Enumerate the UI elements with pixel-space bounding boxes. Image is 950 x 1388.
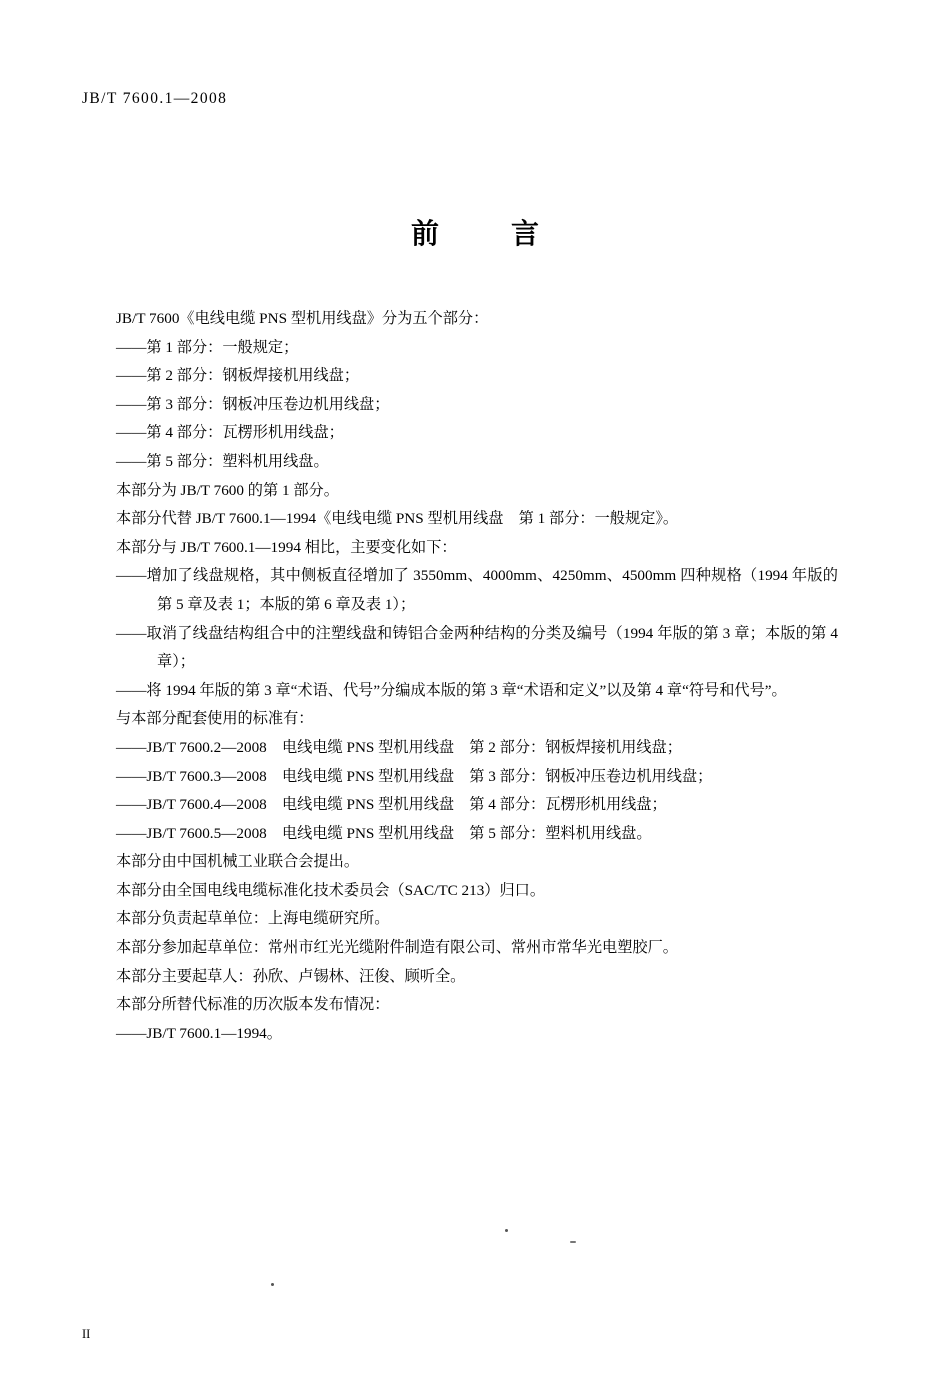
page-title: 前 言 bbox=[410, 217, 561, 250]
scan-artifact bbox=[271, 1283, 274, 1286]
paragraph: ——第 4 部分：瓦楞形机用线盘； bbox=[116, 424, 344, 442]
paragraph: 本部分所替代标准的历次版本发布情况： bbox=[116, 996, 390, 1014]
paragraph: 本部分主要起草人：孙欣、卢锡林、汪俊、顾听全。 bbox=[116, 967, 466, 985]
paragraph: ——JB/T 7600.5—2008 电线电缆 PNS 型机用线盘 第 5 部分：塑料机用线盘。 bbox=[116, 824, 652, 842]
paragraph: ——JB/T 7600.2—2008 电线电缆 PNS 型机用线盘 第 2 部分：钢板焊接机用线盘； bbox=[116, 738, 682, 756]
page-number: II bbox=[82, 1327, 91, 1341]
paragraph: 本部分与 JB/T 7600.1—1994 相比，主要变化如下： bbox=[116, 538, 457, 556]
scan-artifact bbox=[570, 1241, 576, 1243]
paragraph: ——增加了线盘规格，其中侧板直径增加了 3550mm、4000mm、4250mm、4500mm 四种规格（1994 年版的第 5 章及表 1；本版的第 6 章及表 1）； bbox=[116, 567, 838, 613]
paragraph: ——第 3 部分：钢板冲压卷边机用线盘； bbox=[116, 395, 390, 413]
paragraph: 本部分代替 JB/T 7600.1—1994《电线电缆 PNS 型机用线盘 第 1 部分：一般规定》。 bbox=[116, 510, 679, 528]
paragraph: 本部分由中国机械工业联合会提出。 bbox=[116, 853, 359, 871]
paragraph: ——JB/T 7600.4—2008 电线电缆 PNS 型机用线盘 第 4 部分：瓦楞形机用线盘； bbox=[116, 796, 667, 814]
paragraph: ——取消了线盘结构组合中的注塑线盘和铸铝合金两种结构的分类及编号（1994 年版的第 3 章；本版的第 4 章）； bbox=[116, 624, 838, 671]
paragraph: 与本部分配套使用的标准有： bbox=[116, 710, 314, 728]
paragraph: 本部分负责起草单位：上海电缆研究所。 bbox=[116, 910, 390, 928]
paragraph: 本部分参加起草单位：常州市红光光缆附件制造有限公司、常州市常华光电塑胶厂。 bbox=[116, 939, 678, 957]
paragraph: ——将 1994 年版的第 3 章“术语、代号”分编成本版的第 3 章“术语和定义”以及第 4 章“符号和代号”。 bbox=[116, 681, 787, 699]
paragraph: ——JB/T 7600.3—2008 电线电缆 PNS 型机用线盘 第 3 部分：钢板冲压卷边机用线盘； bbox=[116, 767, 713, 785]
paragraph: ——JB/T 7600.1—1994。 bbox=[116, 1024, 282, 1042]
paragraph: 本部分为 JB/T 7600 的第 1 部分。 bbox=[116, 481, 339, 499]
paragraph: JB/T 7600《电线电缆 PNS 型机用线盘》分为五个部分： bbox=[116, 310, 489, 327]
paragraph: ——第 5 部分：塑料机用线盘。 bbox=[116, 452, 329, 470]
foreword-body bbox=[116, 305, 838, 1048]
paragraph: ——第 2 部分：钢板焊接机用线盘； bbox=[116, 367, 359, 385]
scan-artifact bbox=[505, 1229, 508, 1232]
paragraph: 本部分由全国电线电缆标准化技术委员会（SAC/TC 213）归口。 bbox=[116, 881, 546, 899]
page-header-standard-code: JB/T 7600.1—2008 bbox=[82, 90, 228, 107]
paragraph: ——第 1 部分：一般规定； bbox=[116, 338, 299, 356]
